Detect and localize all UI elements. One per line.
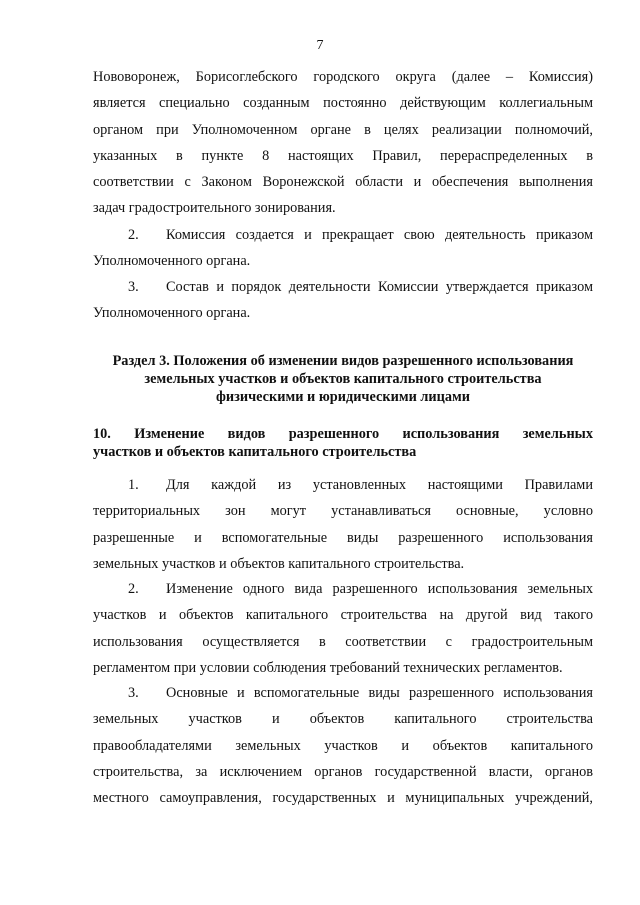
text-line (93, 680, 593, 706)
text-line: земельных участков и объектов капитального строительства. (93, 555, 465, 572)
text-line: разрешенные и вспомогательные виды разрешенного использования (93, 529, 593, 546)
text-line: использования осуществляется в соответствии с градостроительным (93, 633, 593, 650)
text-line: соответствии с Законом Воронежской области и обеспечения выполнения (93, 174, 593, 191)
heading-line: земельных участков и объектов капитального строительства (144, 371, 542, 387)
section-heading (93, 352, 593, 406)
heading-line: физическими и юридическими лицами (215, 389, 471, 405)
page-number: 7 (316, 38, 324, 53)
item-text: Изменение одного вида разрешенного использования земельных (166, 581, 593, 597)
heading-line: 10. Изменение видов разрешенного использования земельных (93, 426, 593, 442)
text-line: является специально созданным постоянно действующим коллегиальным (93, 95, 593, 112)
text-line: местного самоуправления, государственных и муниципальных учреждений, (93, 790, 593, 807)
subsection-item-3 (93, 680, 593, 811)
commission-item-3 (93, 274, 593, 327)
text-line: Нововоронеж, Борисоглебского городского округа (далее – Комиссия) (93, 69, 593, 85)
intro-paragraph (93, 64, 593, 222)
heading-line: участков и объектов капитального строительства (93, 444, 417, 460)
text-line: участков и объектов капитального строительства на другой вид такого (93, 607, 593, 624)
text-line: регламентом при условии соблюдения требований технических регламентов. (93, 659, 563, 676)
item-text: Основные и вспомогательные виды разрешенного использования (166, 685, 593, 701)
text-line (93, 576, 593, 602)
heading-line: Раздел 3. Положения об изменении видов разрешенного использования (112, 353, 574, 369)
text-line: Уполномоченного органа. (93, 253, 251, 270)
text-line: территориальных зон могут устанавливаться основные, условно (93, 503, 593, 520)
text-line: указанных в пункте 8 настоящих Правил, перераспределенных в (93, 147, 593, 164)
text-line: земельных участков и объектов капитального строительства (93, 711, 593, 728)
item-number: 2. (128, 581, 139, 597)
item-number: 1. (128, 477, 139, 493)
text-line: строительства, за исключением органов государственной власти, органов (93, 763, 593, 780)
text-line: органом при Уполномоченном органе в целях реализации полномочий, (93, 121, 593, 138)
subsection-item-2 (93, 576, 593, 681)
text-line (93, 222, 593, 248)
item-text: Состав и порядок деятельности Комиссии утверждается приказом (166, 279, 593, 295)
subsection-heading (93, 425, 593, 461)
item-text: Комиссия создается и прекращает свою деятельность приказом (166, 227, 593, 243)
subsection-item-1 (93, 472, 593, 577)
text-line (93, 274, 593, 300)
commission-item-2 (93, 222, 593, 275)
item-number: 3. (128, 685, 139, 701)
item-number: 3. (128, 279, 139, 295)
text-line (93, 472, 593, 498)
text-line: правообладателями земельных участков и объектов капитального (93, 737, 593, 754)
text-line: Уполномоченного органа. (93, 305, 251, 322)
item-number: 2. (128, 227, 139, 243)
item-text: Для каждой из установленных настоящими Правилами (166, 477, 593, 493)
text-line: задач градостроительного зонирования. (93, 200, 336, 217)
